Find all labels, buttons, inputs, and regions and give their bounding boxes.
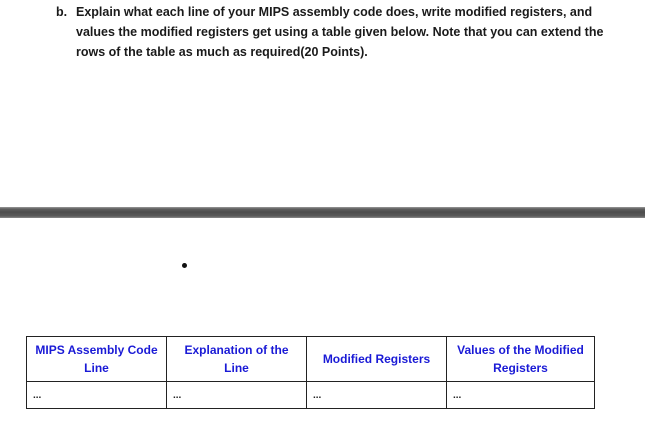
question-b bbox=[56, 2, 616, 62]
table-row bbox=[27, 382, 595, 409]
header-values-of-modified-registers: Values of the Modified Registers bbox=[447, 337, 595, 382]
header-modified-registers: Modified Registers bbox=[307, 337, 447, 382]
question-text: Explain what each line of your MIPS assembly code does, write modified registers, and values the modified registers get using a table given below. Note that you can extend the rows of the table as much as required(20 Points). bbox=[76, 5, 604, 59]
table-cell[interactable]: ... bbox=[27, 382, 167, 409]
table-cell[interactable]: ... bbox=[167, 382, 307, 409]
horizontal-divider bbox=[0, 207, 645, 218]
answer-table bbox=[26, 336, 595, 409]
table-cell[interactable]: ... bbox=[447, 382, 595, 409]
table-header-row bbox=[27, 337, 595, 382]
table-cell[interactable]: ... bbox=[307, 382, 447, 409]
bullet-point bbox=[182, 263, 187, 268]
header-mips-assembly-code-line: MIPS Assembly Code Line bbox=[27, 337, 167, 382]
header-explanation-of-the-line: Explanation of the Line bbox=[167, 337, 307, 382]
question-marker: b. bbox=[56, 5, 68, 19]
